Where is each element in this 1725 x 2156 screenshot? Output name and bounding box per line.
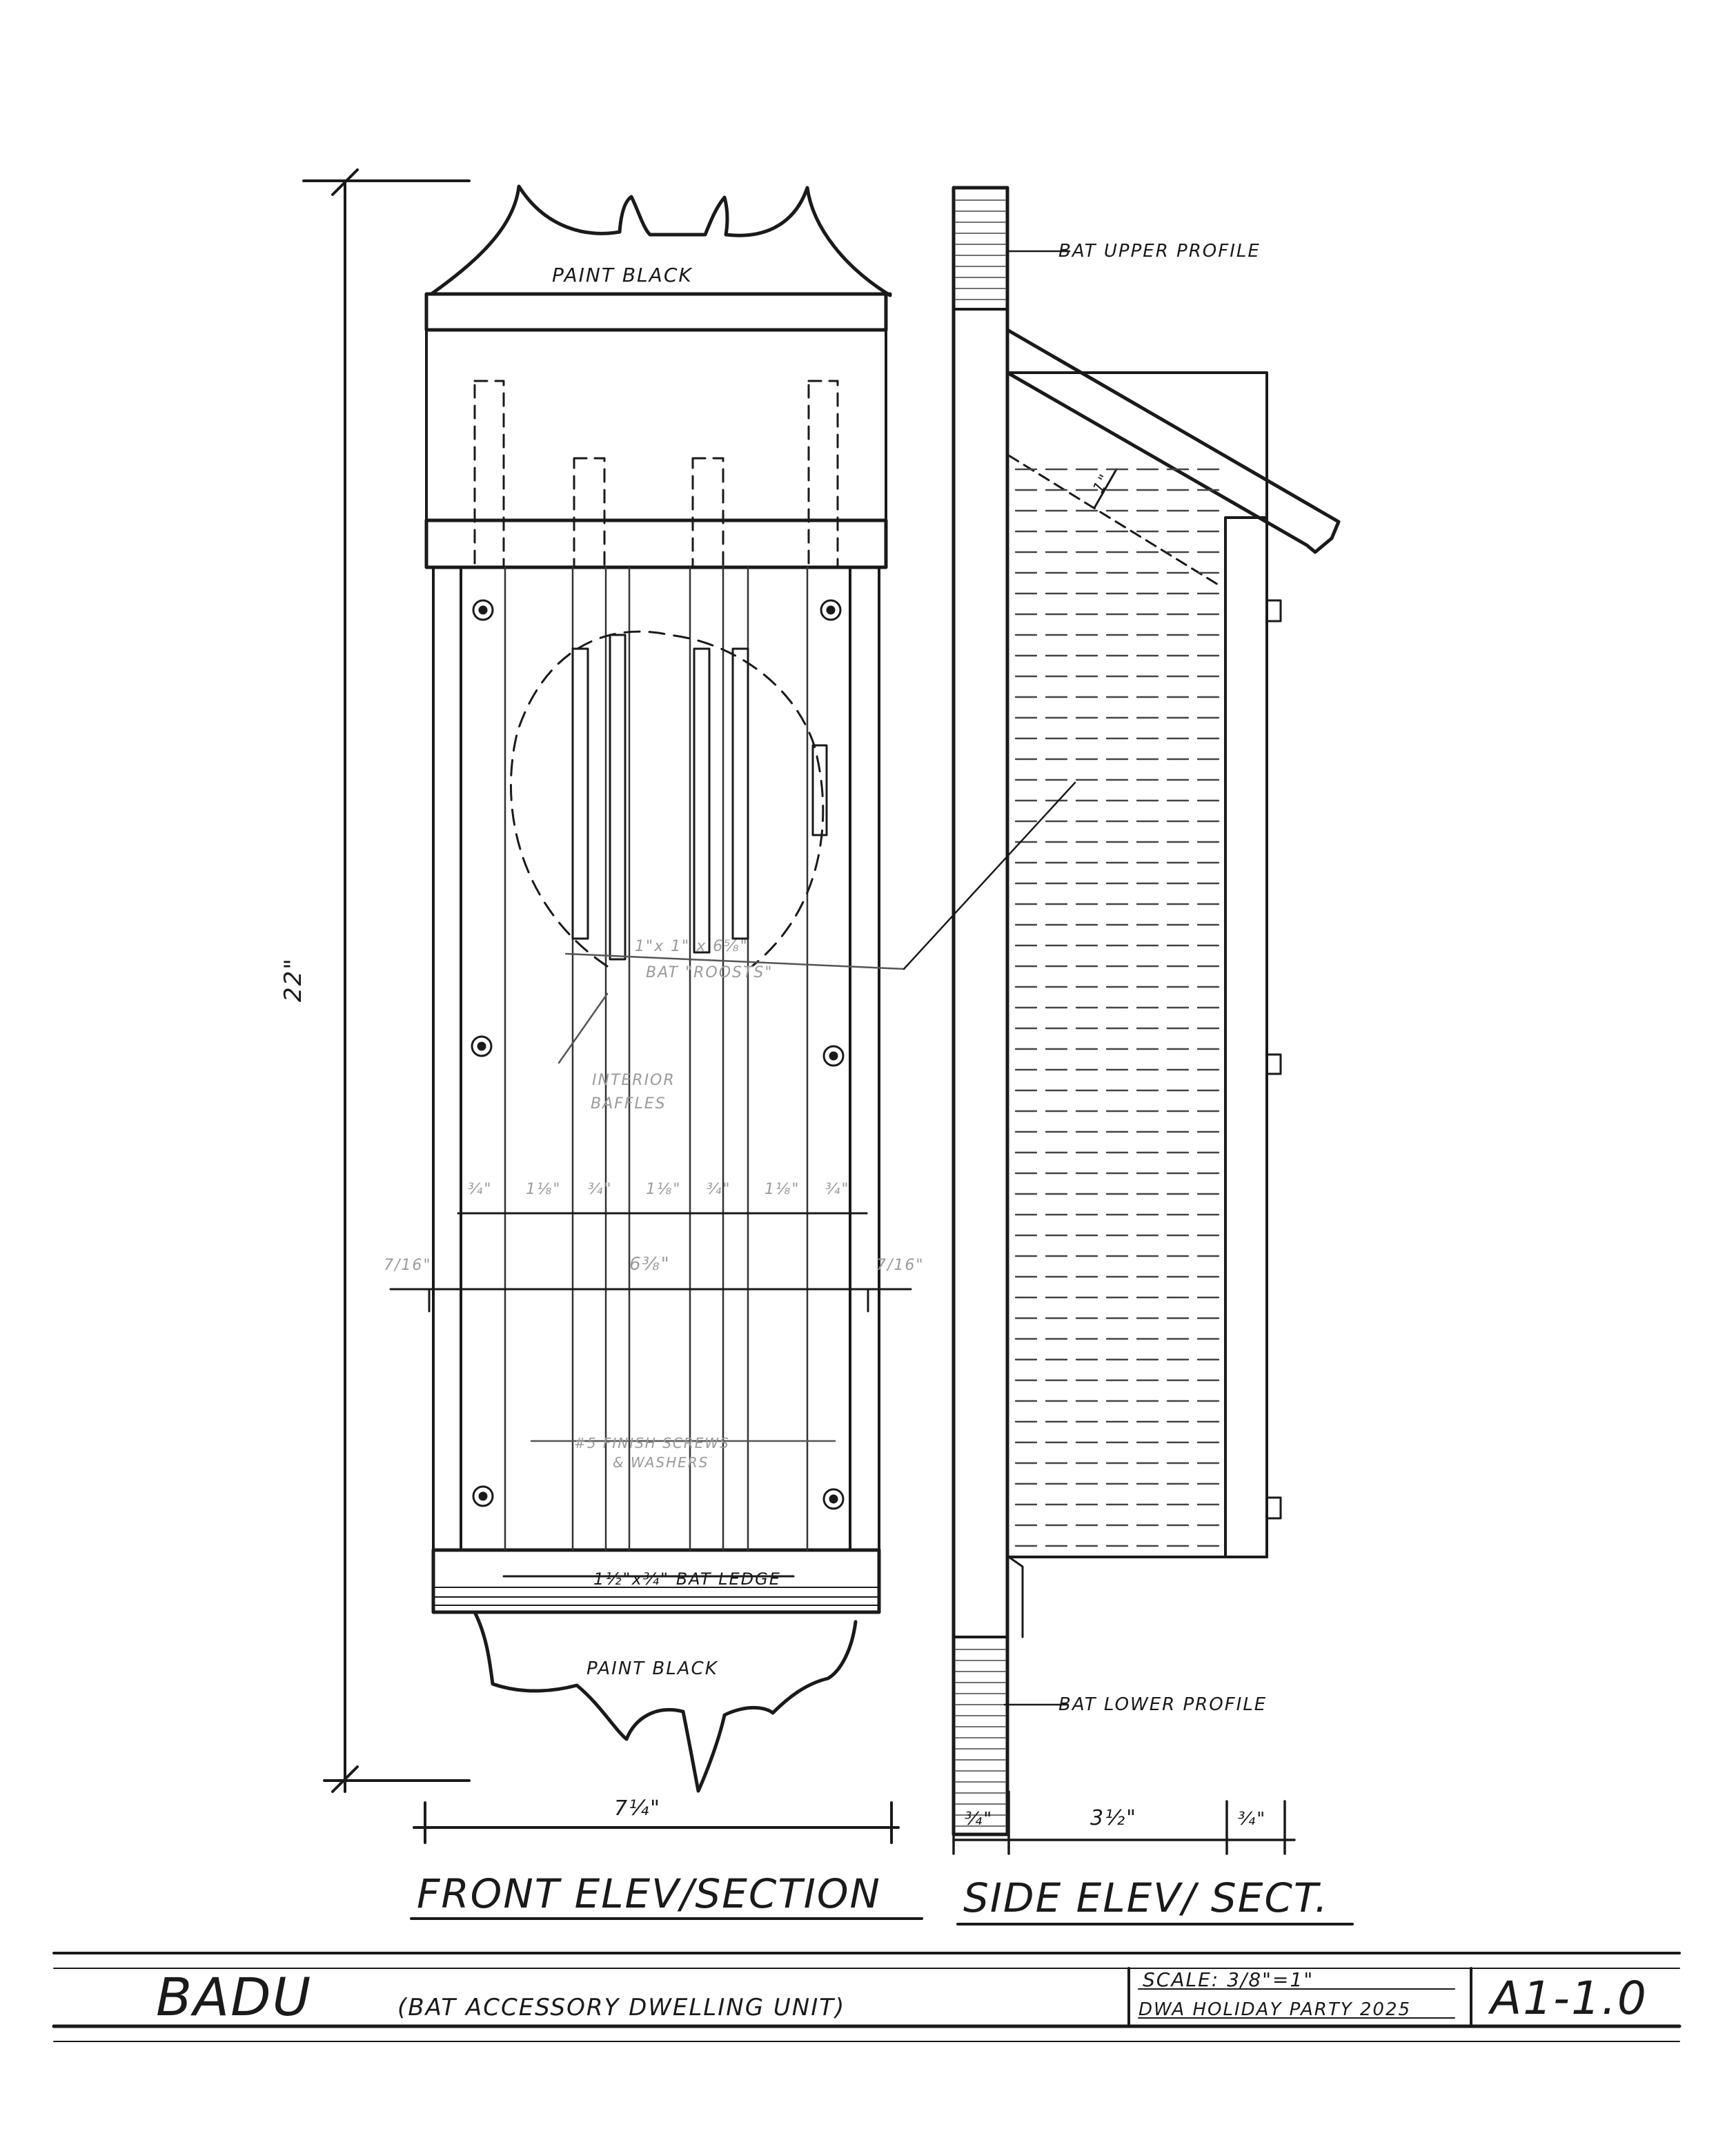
- event-note: DWA HOLIDAY PARTY 2025: [1138, 1999, 1412, 2020]
- side-view-title: SIDE ELEV/ SECT.: [963, 1874, 1329, 1921]
- front-top-label: PAINT BLACK: [552, 264, 693, 286]
- front-view-title: FRONT ELEV/SECTION: [417, 1870, 881, 1917]
- roof-gap-dim-label: 1": [1090, 471, 1115, 496]
- side-dim-middle: 3½": [1090, 1806, 1137, 1830]
- spacing-dim-label: ¾": [468, 1181, 493, 1198]
- side-dim-right: ¾": [1238, 1809, 1267, 1830]
- project-name: BADU: [156, 1966, 313, 2028]
- ledge-label: 1½"x¾" BAT LEDGE: [593, 1569, 781, 1589]
- height-dim-label: 22": [279, 957, 307, 1002]
- spacing-dim-label: ¾": [825, 1181, 850, 1198]
- edge-dim-left: 7/16": [384, 1257, 432, 1274]
- edge-dim-right: 7/16": [876, 1257, 925, 1274]
- spacing-dim-labels: [468, 1181, 849, 1198]
- bat-lower-profile-label: BAT LOWER PROFILE: [1058, 1694, 1268, 1715]
- bat-upper-profile-label: BAT UPPER PROFILE: [1058, 241, 1261, 262]
- roost-label-line2: BAT "ROOSTS": [646, 964, 773, 981]
- inner-width-dim-label: 6⅜": [629, 1254, 671, 1275]
- screws-label-line1: #5 FINISH SCREWS: [574, 1435, 730, 1451]
- scale-note: SCALE: 3/8"=1": [1143, 1968, 1314, 1991]
- project-subtitle: (BAT ACCESSORY DWELLING UNIT): [397, 1994, 846, 2021]
- baffle-label-line2: BAFFLES: [591, 1095, 667, 1113]
- roost-label-line1: 1"x 1" x 6⅝": [635, 938, 749, 955]
- sheet-number: A1-1.0: [1490, 1972, 1648, 2025]
- spacing-dim-label: 1⅛": [646, 1181, 682, 1198]
- side-dim-left: ¾": [965, 1809, 994, 1830]
- baffle-label-line1: INTERIOR: [592, 1072, 676, 1089]
- width-dim-label: 7¼": [614, 1796, 661, 1821]
- spacing-dim-label: 1⅛": [765, 1181, 800, 1198]
- spacing-dim-label: 1⅛": [526, 1181, 562, 1198]
- screws-label-line2: & WASHERS: [613, 1454, 709, 1471]
- spacing-dim-label: ¾": [707, 1181, 731, 1198]
- front-bottom-label: PAINT BLACK: [586, 1658, 718, 1679]
- spacing-dim-label: ¾": [588, 1181, 613, 1198]
